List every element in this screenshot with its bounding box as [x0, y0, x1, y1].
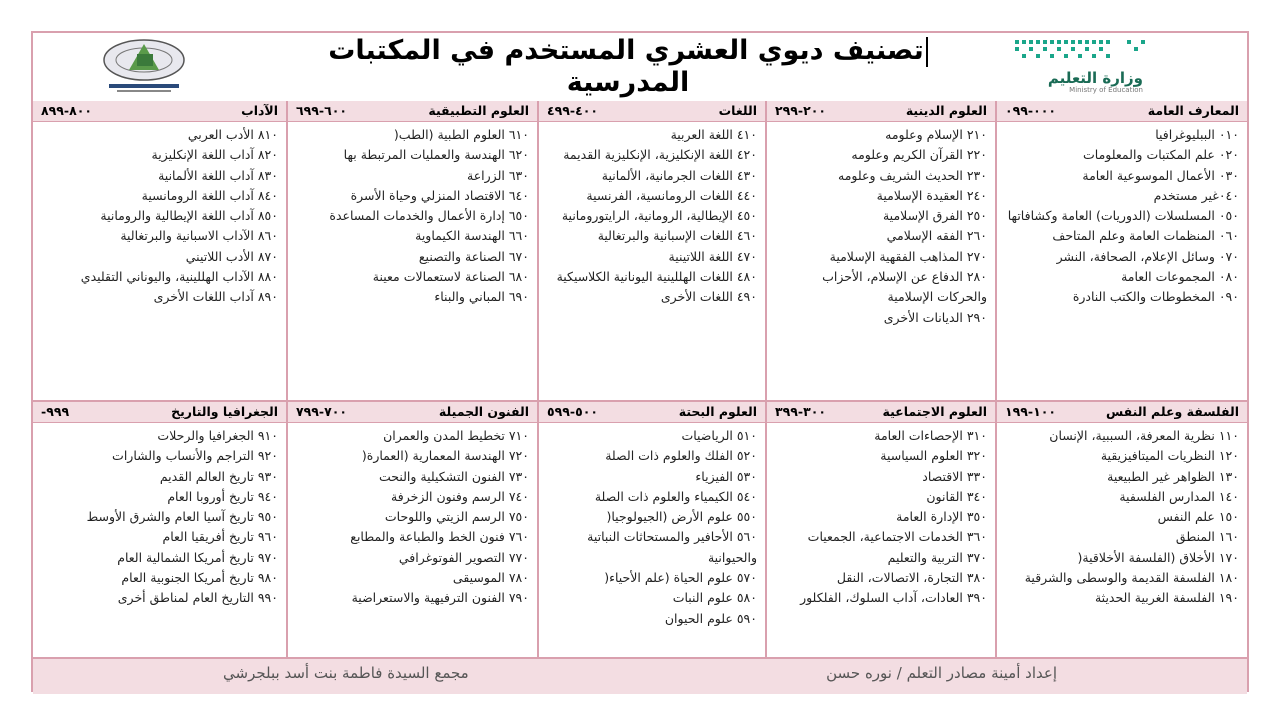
- list-item: ٦٧٠ الصناعة والتصنيع: [418, 248, 529, 264]
- list-item: ٢٦٠ الفقه الإسلامي: [886, 228, 987, 244]
- list-item: ٣٨٠ التجارة، الاتصالات، النقل: [836, 570, 987, 586]
- list-item: ٢٣٠ الحديث الشريف وعلومه: [838, 167, 987, 183]
- category-name: الآداب: [241, 103, 278, 118]
- category-items: [288, 122, 537, 308]
- category-range: ٢٠٠-٢٩٩: [775, 103, 826, 118]
- list-item: ٢٩٠ الديانات الأخرى: [883, 309, 987, 325]
- list-item: ١٦٠ المنطق: [1175, 529, 1239, 545]
- list-item: ٤٩٠ اللغات الأخرى: [660, 289, 757, 305]
- footer: [33, 657, 1247, 694]
- category-name: العلوم الدينية: [905, 103, 987, 118]
- list-item: ٠٧٠ وسائل الإعلام، الصحافة، النشر: [1056, 248, 1239, 264]
- list-item: ٦١٠ العلوم الطبية (الطب(: [393, 127, 529, 142]
- list-item: ٤٧٠ اللغة اللاتينية: [668, 248, 757, 264]
- category-geography-history: [33, 402, 286, 659]
- list-item: ٩١٠ الجغرافيا والرحلات: [157, 428, 278, 443]
- list-item: ٠٣٠ الأعمال الموسوعية العامة: [1082, 167, 1239, 183]
- list-item: ٩٩٠ التاريخ العام لمناطق أخرى: [117, 590, 278, 606]
- category-pure-sciences: [537, 402, 765, 659]
- list-item: ٥٦٠ الأحافير والمستحاثات النباتية والحيوانية: [587, 529, 757, 565]
- list-item: ٥٣٠ الفيزياء: [695, 468, 757, 484]
- category-languages: [537, 101, 765, 400]
- list-item: ٠٨٠ المجموعات العامة: [1121, 269, 1239, 285]
- category-items: [767, 423, 995, 609]
- category-name: اللغات: [718, 103, 757, 118]
- category-items: [539, 122, 765, 308]
- list-item: ٣٧٠ التربية والتعليم: [887, 549, 987, 565]
- text-cursor: [926, 37, 928, 67]
- page-title: [268, 35, 988, 98]
- list-item: ٨٨٠ الآداب الهللينية، واليوناني التقليدي: [80, 269, 278, 285]
- category-range: ٣٠٠-٣٩٩: [775, 404, 826, 419]
- list-item: ٧٧٠ التصوير الفوتوغرافي: [398, 549, 529, 565]
- list-item: ٥٨٠ علوم النبات: [672, 590, 757, 606]
- category-applied-sciences: [286, 101, 537, 400]
- list-item: ١٨٠ الفلسفة القديمة والوسطى والشرقية: [1024, 570, 1239, 586]
- category-name: العلوم التطبيقية: [428, 103, 529, 118]
- category-range: ٧٠٠-٧٩٩: [296, 404, 347, 419]
- list-item: ٥٧٠ علوم الحياة (علم الأحياء(: [604, 570, 757, 586]
- list-item: ٦٣٠ الزراعة: [467, 167, 529, 183]
- list-item: ٩٣٠ تاريخ العالم القديم: [159, 468, 278, 484]
- list-item: ١٧٠ الأخلاق (الفلسفة الأخلاقية(: [1077, 549, 1239, 565]
- category-religion: [765, 101, 995, 400]
- list-item: ٣٩٠ العادات، آداب السلوك، الفلكلور: [800, 590, 987, 606]
- category-name: الفلسفة وعلم النفس: [1105, 404, 1239, 419]
- prepared-by: إعداد أمينة مصادر التعلم / نوره حسن: [826, 664, 1057, 682]
- list-item: ٠١٠ الببليوغرافيا: [1155, 127, 1239, 142]
- list-item: ٣١٠ الإحصاءات العامة: [874, 428, 987, 443]
- category-range: ٩٩٩-: [41, 404, 70, 419]
- list-item: ٢٨٠ الدفاع عن الإسلام، الأحزاب والحركات الإسلامية: [822, 269, 987, 305]
- category-general-knowledge: [995, 101, 1247, 400]
- list-item: ٥١٠ الرياضيات: [681, 428, 757, 443]
- category-header: [767, 402, 995, 423]
- list-item: ١٥٠ علم النفس: [1157, 509, 1239, 525]
- list-item: ٠٤٠غير مستخدم: [1153, 187, 1239, 203]
- list-item: ٣٢٠ العلوم السياسية: [880, 448, 987, 464]
- category-range: ٥٠٠-٥٩٩: [547, 404, 598, 419]
- list-item: ٤٨٠ اللغات الهللينية اليونانية الكلاسيكية: [556, 269, 757, 285]
- list-item: ٨٥٠ آداب اللغة الإيطالية والرومانية: [100, 208, 278, 224]
- category-fine-arts: [286, 402, 537, 659]
- category-philosophy: [995, 402, 1247, 659]
- category-name: العلوم الاجتماعية: [882, 404, 987, 419]
- list-item: ٨٢٠ آداب اللغة الإنكليزية: [151, 147, 278, 163]
- category-literature: [33, 101, 286, 400]
- category-items: [33, 122, 286, 308]
- list-item: ٥٥٠ علوم الأرض (الجيولوجيا(: [606, 509, 757, 525]
- classification-grid: [33, 101, 1247, 657]
- list-item: ٤٣٠ اللغات الجرمانية، الألمانية: [601, 167, 757, 183]
- list-item: ٥٤٠ الكيمياء والعلوم ذات الصلة: [594, 488, 757, 504]
- list-item: ٦٦٠ الهندسة الكيماوية: [415, 228, 529, 244]
- list-item: ٩٨٠ تاريخ أمريكا الجنوبية العام: [121, 570, 278, 586]
- category-header: [539, 101, 765, 122]
- list-item: ٥٩٠ علوم الحيوان: [664, 610, 757, 626]
- list-item: ٧٢٠ الهندسة المعمارية (العمارة(: [361, 448, 529, 464]
- list-item: ٧٦٠ فنون الخط والطباعة والمطابع: [350, 529, 529, 545]
- category-items: [767, 122, 995, 328]
- list-item: ٢٤٠ العقيدة الإسلامية: [876, 187, 987, 203]
- category-range: ٦٠٠-٦٩٩: [296, 103, 347, 118]
- list-item: ٩٦٠ تاريخ أفريقيا العام: [162, 529, 278, 545]
- category-name: الفنون الجميلة: [438, 404, 529, 419]
- category-header: [288, 101, 537, 122]
- category-items: [33, 423, 286, 609]
- list-item: ٤٤٠ اللغات الرومانسية، الفرنسية: [586, 187, 757, 203]
- list-item: ٢٢٠ القرآن الكريم وعلومه: [851, 147, 987, 163]
- list-item: ٠٦٠ المنظمات العامة وعلم المتاحف: [1052, 228, 1239, 244]
- list-item: ٩٢٠ التراجم والأنساب والشارات: [112, 448, 278, 464]
- list-item: ٨٣٠ آداب اللغة الألمانية: [158, 167, 278, 183]
- list-item: ١٣٠ الظواهر غير الطبيعية: [1107, 468, 1239, 484]
- list-item: ٩٤٠ تاريخ أوروبا العام: [167, 488, 278, 504]
- list-item: ٩٥٠ تاريخ آسيا العام والشرق الأوسط: [86, 509, 278, 525]
- category-items: [997, 423, 1247, 609]
- list-item: ٨٩٠ آداب اللغات الأخرى: [153, 289, 278, 305]
- category-range: ١٠٠-١٩٩: [1005, 404, 1056, 419]
- list-item: ٧٥٠ الرسم الزيتي واللوحات: [384, 509, 529, 525]
- category-header: [539, 402, 765, 423]
- list-item: ٣٥٠ الإدارة العامة: [896, 509, 987, 525]
- list-item: ٣٣٠ الاقتصاد: [922, 468, 987, 484]
- list-item: ٦٥٠ إدارة الأعمال والخدمات المساعدة: [329, 208, 529, 224]
- list-item: ٨٧٠ الأدب اللاتيني: [185, 248, 278, 264]
- list-item: ٢٥٠ الفرق الإسلامية: [882, 208, 987, 224]
- list-item: ٠٥٠ المسلسلات (الدوريات) العامة وكشافاتها: [1007, 208, 1239, 224]
- list-item: ٦٨٠ الصناعة لاستعمالات معينة: [372, 269, 529, 285]
- list-item: ١٢٠ النظريات الميتافيزيقية: [1100, 448, 1239, 464]
- list-item: ٩٧٠ تاريخ أمريكا الشمالية العام: [117, 549, 278, 565]
- category-header: [767, 101, 995, 122]
- page-title-text: تصنيف ديوي العشري المستخدم في المكتبات المدرسية: [328, 35, 924, 98]
- category-name: العلوم البحتة: [678, 404, 757, 419]
- category-header: [33, 101, 286, 122]
- category-range: ٨٠٠-٨٩٩: [41, 103, 92, 118]
- list-item: ٨٦٠ الآداب الاسبانية والبرتغالية: [120, 228, 278, 244]
- list-item: ٣٦٠ الخدمات الاجتماعية، الجمعيات: [807, 529, 987, 545]
- header: [33, 33, 1247, 103]
- list-item: ٢٧٠ المذاهب الفقهية الإسلامية: [829, 248, 987, 264]
- school-name: مجمع السيدة فاطمة بنت أسد ببلجرشي: [223, 664, 469, 682]
- category-header: [997, 101, 1247, 122]
- category-header: [33, 402, 286, 423]
- list-item: ٥٢٠ الفلك والعلوم ذات الصلة: [605, 448, 757, 464]
- list-item: ٣٤٠ القانون: [926, 488, 987, 504]
- category-items: [288, 423, 537, 609]
- category-range: ٠٠٠-٠٩٩: [1005, 103, 1056, 118]
- category-name: الجغرافيا والتاريخ: [171, 404, 278, 419]
- list-item: ٤١٠ اللغة العربية: [670, 127, 757, 142]
- category-header: [997, 402, 1247, 423]
- category-social-sciences: [765, 402, 995, 659]
- list-item: ٤٥٠ الإيطالية، الرومانية، الرايتورومانية: [561, 208, 757, 224]
- ministry-name-en: Ministry of Education: [1069, 86, 1143, 94]
- list-item: ٦٤٠ الاقتصاد المنزلي وحياة الأسرة: [350, 187, 529, 203]
- category-name: المعارف العامة: [1147, 103, 1239, 118]
- list-item: ٧٨٠ الموسيقى: [452, 570, 529, 586]
- list-item: ٧٩٠ الفنون الترفيهية والاستعراضية: [351, 590, 529, 606]
- list-item: ١١٠ نظرية المعرفة، السببية، الإنسان: [1049, 428, 1239, 443]
- category-range: ٤٠٠-٤٩٩: [547, 103, 598, 118]
- list-item: ٤٢٠ اللغة الإنكليزية، الإنكليزية القديمة: [563, 147, 757, 163]
- list-item: ٧٤٠ الرسم وفنون الزخرفة: [391, 488, 529, 504]
- list-item: ٨٤٠ آداب اللغة الرومانسية: [141, 187, 278, 203]
- list-item: ٦٢٠ الهندسة والعمليات المرتبطة بها: [343, 147, 529, 163]
- category-header: [288, 402, 537, 423]
- list-item: ٧١٠ تخطيط المدن والعمران: [383, 428, 529, 443]
- list-item: ٤٦٠ اللغات الإسبانية والبرتغالية: [597, 228, 757, 244]
- list-item: ٢١٠ الإسلام وعلومه: [885, 127, 987, 142]
- classification-row-2: [33, 400, 1247, 659]
- category-items: [997, 122, 1247, 308]
- learning-resources-center-logo: [99, 36, 189, 96]
- list-item: ٧٣٠ الفنون التشكيلية والنحت: [378, 468, 529, 484]
- list-item: ١٩٠ الفلسفة الغربية الحديثة: [1094, 590, 1239, 606]
- classification-row-1: [33, 101, 1247, 400]
- list-item: ١٤٠ المدارس الفلسفية: [1119, 488, 1239, 504]
- document-frame: [31, 31, 1249, 692]
- list-item: ٠٩٠ المخطوطات والكتب النادرة: [1072, 289, 1239, 305]
- category-items: [539, 423, 765, 629]
- ministry-name-ar: وزارة التعليم: [1047, 69, 1143, 87]
- list-item: ٨١٠ الأدب العربي: [187, 127, 278, 142]
- list-item: ٠٢٠ علم المكتبات والمعلومات: [1083, 147, 1239, 163]
- list-item: ٦٩٠ المباني والبناء: [434, 289, 529, 305]
